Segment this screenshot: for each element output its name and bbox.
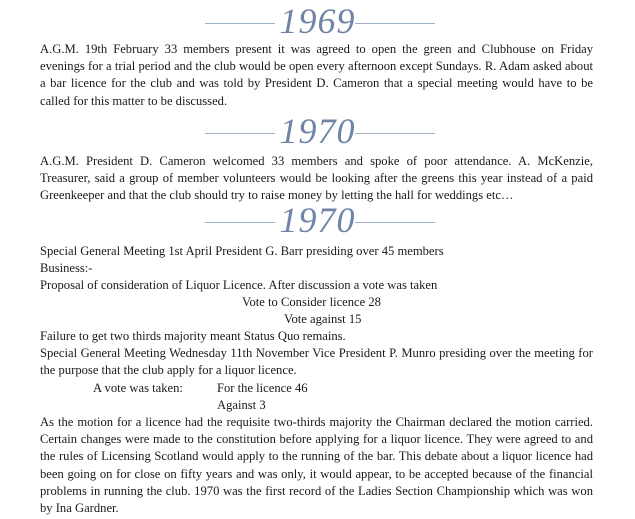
closing-paragraph: As the motion for a licence had the requisite two-thirds majority the Chairman declared the motion carried. Certain changes were made to the constitution before applying for a liquor licence. They were agreed to and the rules of Licensing Scotland would apply to the running of the bar. This debate about a liquor licence had been going on for close on fifty years and was only, it would appear, to be accepted because of the financial problems in running the club. 1970 was the first record of the Ladies Section Championship which was won by Ina Gardner.	[40, 415, 593, 516]
agm-1969-paragraph: A.G.M. 19th February 33 members present it was agreed to open the green and Clubhouse on Friday evenings for a trial period and the club would be open every afternoon except Sundays. R. Adam asked about a bar licence for the club and was told by President D. Cameron that a special meeting would have to be called for this matter to be discussed.	[40, 42, 593, 108]
against-line: Against 3	[217, 398, 266, 412]
sgm-april-line: Special General Meeting 1st April President G. Barr presiding over 45 members	[40, 244, 444, 258]
business-label: Business:-	[40, 261, 93, 275]
failure-line: Failure to get two thirds majority meant Status Quo remains.	[40, 329, 346, 343]
vote-against-line: Vote against 15	[284, 312, 362, 326]
vote-taken-label: A vote was taken:	[93, 381, 183, 395]
year-label: 1970	[279, 200, 356, 240]
year-heading-1970-agm	[0, 111, 635, 151]
year-heading-1970-sgm	[0, 200, 635, 240]
year-label: 1969	[279, 1, 356, 41]
for-licence-line: For the licence 46	[217, 381, 308, 395]
year-label: 1970	[279, 111, 356, 151]
proposal-line: Proposal of consideration of Liquor Licence. After discussion a vote was taken	[40, 278, 438, 292]
vote-for-line: Vote to Consider licence 28	[242, 295, 381, 309]
sgm-november-paragraph: Special General Meeting Wednesday 11th November Vice President P. Munro presiding over the meeting for the purpose that the club apply for a liquor licence.	[40, 346, 593, 378]
year-heading-1969	[0, 1, 635, 41]
agm-1970-paragraph: A.G.M. President D. Cameron welcomed 33 members and spoke of poor attendance. A. McKenzie, Treasurer, said a group of member volunteers would be looking after the greens this year instead of a paid Greenkeeper and that the club should try to raise money by letting the hall for weddings etc…	[40, 154, 593, 203]
